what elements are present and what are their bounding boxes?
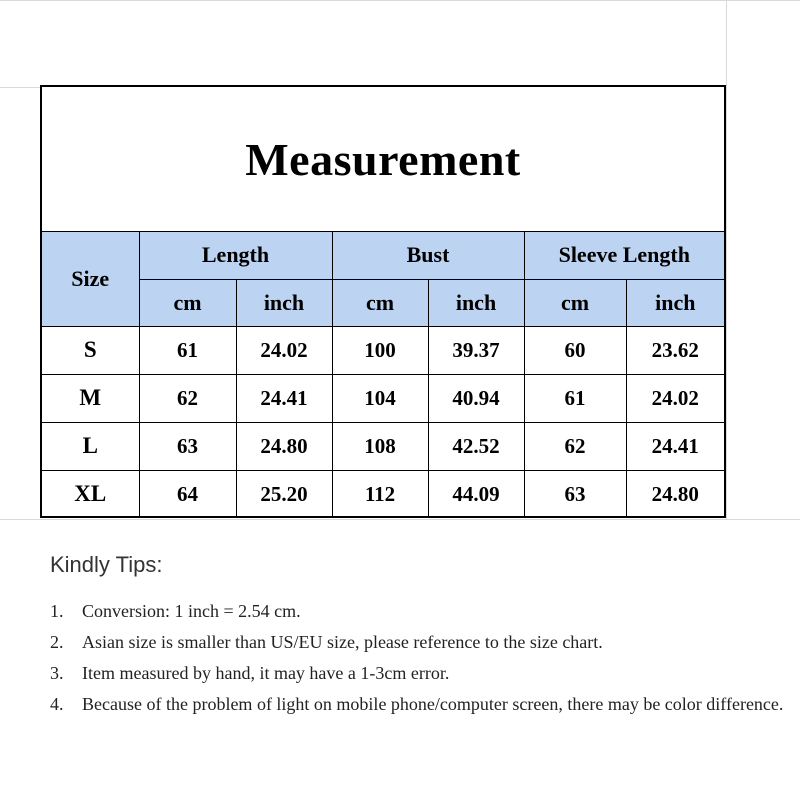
kindly-tips [50, 552, 790, 720]
size-table [42, 232, 724, 518]
chart-title: Measurement [42, 87, 724, 232]
value-cell: 60 [524, 326, 626, 374]
sheet-gridline-bottom [0, 519, 800, 520]
list-item-text: Conversion: 1 inch = 2.54 cm. [82, 601, 301, 621]
table-row [42, 326, 724, 374]
value-cell: 23.62 [626, 326, 724, 374]
unit-header: inch [236, 279, 332, 326]
value-cell: 62 [524, 422, 626, 470]
sheet-gridline-vertical [726, 0, 727, 520]
size-cell: XL [42, 470, 139, 518]
tips-heading: Kindly Tips: [50, 552, 163, 577]
value-cell: 112 [332, 470, 428, 518]
list-item-text: Asian size is smaller than US/EU size, please reference to the size chart. [82, 632, 603, 652]
value-cell: 42.52 [428, 422, 524, 470]
list-item-text: Item measured by hand, it may have a 1-3cm error. [82, 663, 450, 683]
value-cell: 100 [332, 326, 428, 374]
value-cell: 40.94 [428, 374, 524, 422]
value-cell: 24.80 [236, 422, 332, 470]
list-item [50, 627, 790, 658]
size-header: Size [42, 232, 139, 326]
size-chart [40, 85, 726, 518]
tips-list [50, 596, 790, 720]
group-header-sleeve-length: Sleeve Length [524, 232, 724, 279]
size-cell: M [42, 374, 139, 422]
sheet-gridline-top [0, 0, 800, 1]
value-cell: 64 [139, 470, 236, 518]
size-cell: S [42, 326, 139, 374]
value-cell: 61 [139, 326, 236, 374]
list-item-number: 3. [50, 663, 64, 683]
unit-header: inch [626, 279, 724, 326]
sheet-gridline-left [0, 87, 42, 88]
table-row [42, 422, 724, 470]
group-header-bust: Bust [332, 232, 524, 279]
list-item [50, 658, 790, 689]
unit-header: cm [524, 279, 626, 326]
list-item-number: 1. [50, 601, 64, 621]
list-item-number: 4. [50, 694, 64, 714]
list-item-number: 2. [50, 632, 64, 652]
value-cell: 39.37 [428, 326, 524, 374]
value-cell: 25.20 [236, 470, 332, 518]
value-cell: 61 [524, 374, 626, 422]
list-item-text: Because of the problem of light on mobile phone/computer screen, there may be color difference. [82, 694, 784, 714]
value-cell: 44.09 [428, 470, 524, 518]
list-item [50, 596, 790, 627]
value-cell: 63 [524, 470, 626, 518]
value-cell: 104 [332, 374, 428, 422]
list-item [50, 689, 790, 720]
value-cell: 108 [332, 422, 428, 470]
unit-header: inch [428, 279, 524, 326]
size-cell: L [42, 422, 139, 470]
unit-header: cm [332, 279, 428, 326]
value-cell: 24.02 [626, 374, 724, 422]
value-cell: 63 [139, 422, 236, 470]
value-cell: 62 [139, 374, 236, 422]
table-row [42, 470, 724, 518]
value-cell: 24.02 [236, 326, 332, 374]
table-row [42, 374, 724, 422]
value-cell: 24.41 [236, 374, 332, 422]
value-cell: 24.80 [626, 470, 724, 518]
value-cell: 24.41 [626, 422, 724, 470]
unit-header: cm [139, 279, 236, 326]
group-header-length: Length [139, 232, 332, 279]
